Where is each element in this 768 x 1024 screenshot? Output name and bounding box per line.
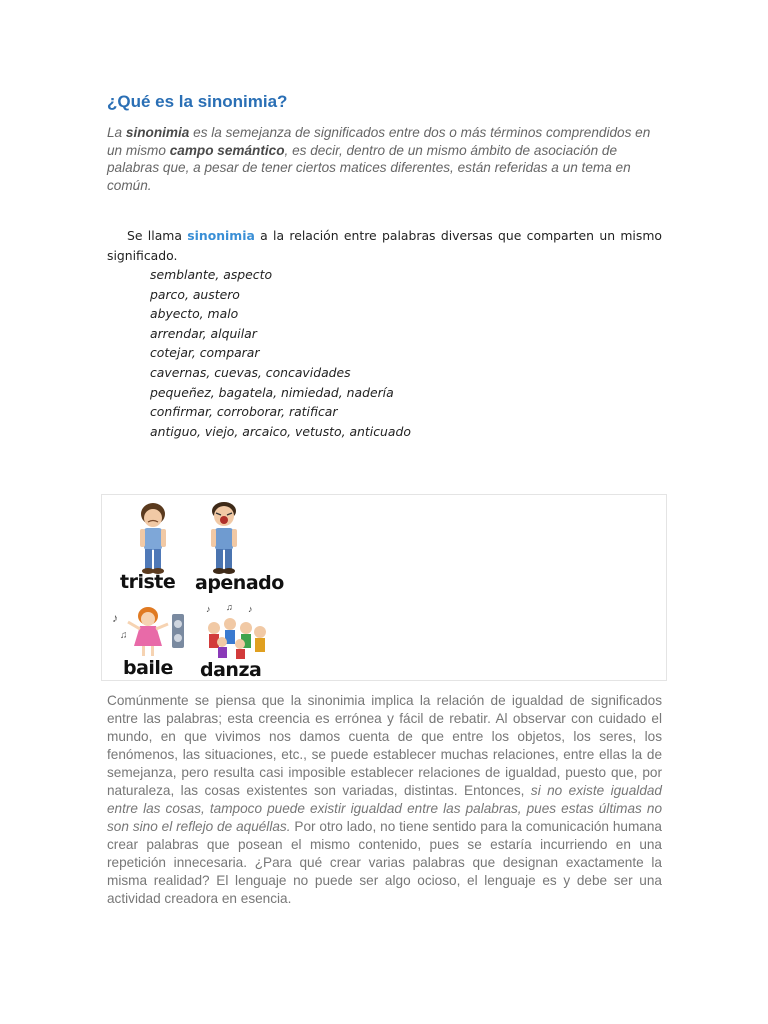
group-dancing-illustration [200, 602, 272, 660]
definition-term: sinonimia [187, 228, 255, 243]
example-item: antiguo, viejo, arcaico, vetusto, anticuado [150, 423, 411, 439]
dancing-girl-illustration [110, 602, 188, 658]
example-item: semblante, aspecto [150, 267, 273, 282]
synonym-examples-list [150, 265, 411, 441]
page-title: ¿Qué es la sinonimia? [107, 92, 288, 111]
example-item: parco, austero [150, 286, 240, 302]
sad-boy-illustration [132, 501, 174, 575]
synonyms-illustration [101, 494, 667, 681]
body-text-1: Comúnmente se piensa que la sinonimia implica la relación de igualdad de significados entre las palabras; esta creencia es errónea y fácil de rebatir. Al observar con cuidado el mundo, en que vivimos nos damos cuenta de que entre los objetos, los seres, los fenómenos, las situaciones, etc., se puede establecer muchas relaciones, entre ellas la de semejanza, pero resulta casi imposible establecer relaciones de igualdad, puesto que, por naturaleza, las cosas existentes son variadas, distintas. Entonces, [107, 693, 662, 798]
example-item: confirmar, corroborar, ratificar [150, 404, 338, 420]
word-apenado: apenado [195, 572, 284, 594]
svg-text:♪: ♪ [248, 604, 253, 614]
word-baile: baile [123, 657, 173, 679]
body-text-2: Por otro lado, no tiene sentido para la comunicación humana crear palabras que posean el mismo contenido, pues se estaría incurriendo en una repetición innecesaria. ¿Para qué crear varias palabras que designan exactamente la misma realidad? El lenguaje no puede ser algo ocioso, el lenguaje es y debe ser una actividad creadora en esencia. [107, 819, 662, 906]
definition-post: a la relación entre palabras diversas que comparten un mismo significado. [107, 228, 662, 263]
example-item: arrendar, alquilar [150, 325, 257, 341]
intro-term-sinonimia: sinonimia [125, 125, 190, 140]
svg-text:♫: ♫ [226, 602, 233, 612]
example-item: pequeñez, bagatela, nimiedad, nadería [150, 384, 394, 400]
svg-text:♪: ♪ [112, 611, 118, 625]
intro-text-3: , es decir, dentro de un mismo ámbito de asociación de palabras que, a pesar de tener ciertos matices diferentes, están referidas a un tema en común. [107, 142, 631, 193]
example-item: cavernas, cuevas, concavidades [150, 364, 351, 380]
svg-text:♫: ♫ [120, 630, 128, 641]
intro-text-1: La [107, 125, 126, 140]
svg-text:♪: ♪ [206, 604, 211, 614]
word-triste: triste [120, 571, 176, 593]
intro-text-2: es la semejanza de significados entre dos o más términos comprendidos en un mismo [107, 125, 651, 158]
intro-term-campo-semantico: campo semántico [169, 142, 285, 158]
word-danza: danza [200, 659, 262, 681]
body-paragraph [107, 692, 662, 908]
example-item: abyecto, malo [150, 306, 239, 322]
example-item: cotejar, comparar [150, 345, 260, 361]
intro-paragraph [107, 124, 667, 194]
definition-pre: Se llama [127, 228, 182, 243]
crying-boy-illustration [202, 499, 246, 575]
definition-paragraph [107, 226, 662, 265]
body-italic: si no existe igualdad entre las cosas, tampoco puede existir igualdad entre las palabras, pues estas últimas no son sino el reflejo de aquéllas. [107, 783, 662, 834]
